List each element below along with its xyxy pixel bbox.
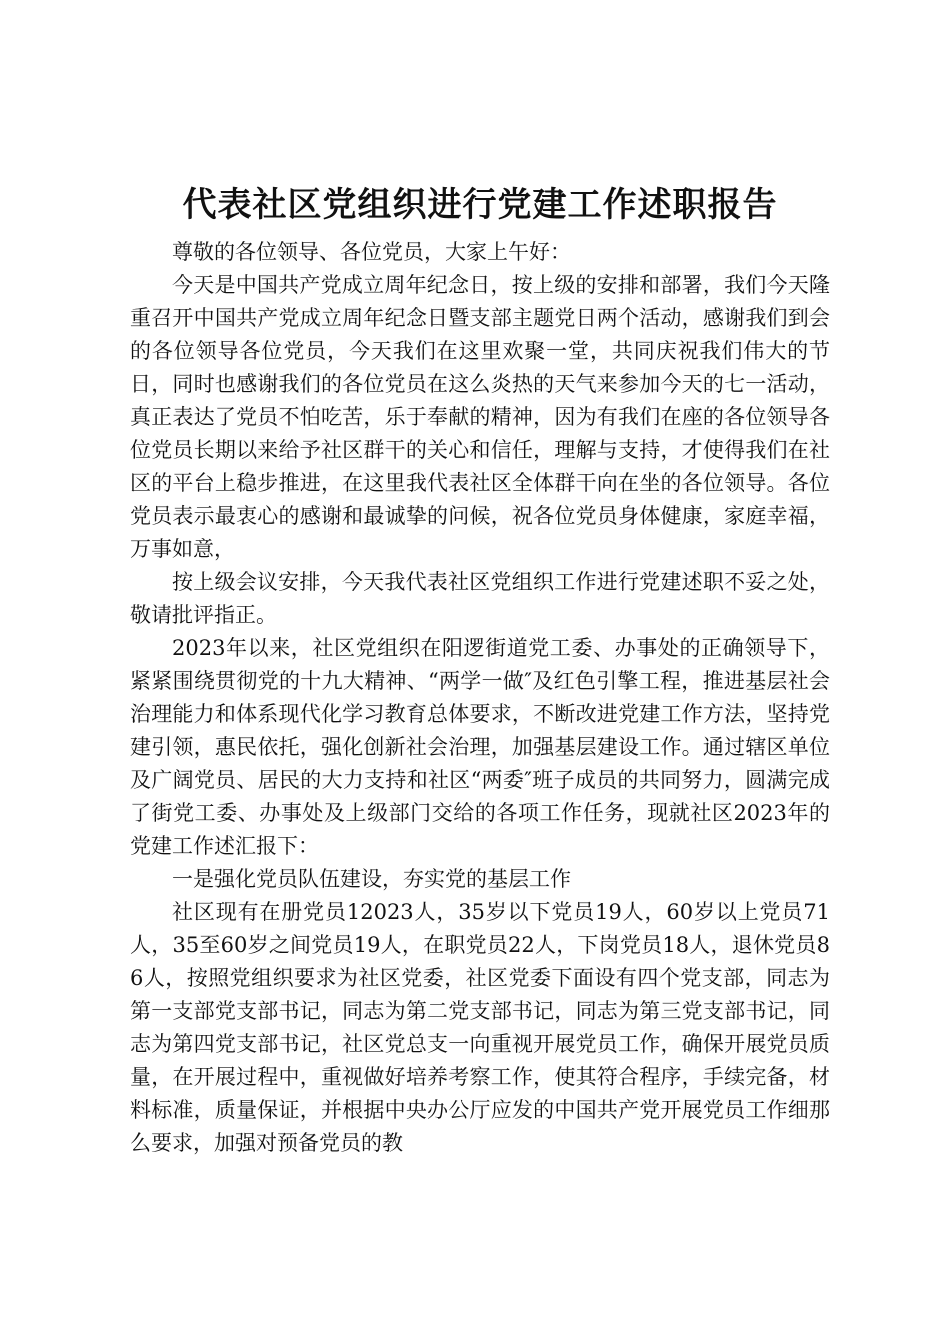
section-heading-1: 一是强化党员队伍建设，夯实党的基层工作: [172, 867, 571, 891]
document-title: 代表社区党组织进行党建工作述职报告: [182, 185, 778, 225]
paragraph-greeting: 尊敬的各位领导、各位党员，大家上午好：: [172, 240, 571, 264]
paragraph-arrangement: 按上级会议安排，今天我代表社区党组织工作进行党建述职不妥之处，敬请批评指正。: [130, 570, 830, 627]
paragraph-overview: 2023年以来，社区党组织在阳逻街道党工委、办事处的正确领导下，紧紧围绕贯彻党的十九大精神、“两学一做″及红色引擎工程，推进基层社会治理能力和体系现代化学习教育总体要求，不断改进党建工作方法，坚持党建引领，惠民依托，强化创新社会治理，加强基层建设工作。通过辖区单位及广阔党员、居民的大力支持和社区“两委″班子成员的共同努力，圆满完成了街党工委、办事处及上级部门交给的各项工作任务，现就社区2023年的党建工作述汇报下：: [130, 636, 830, 858]
document-page: [130, 180, 830, 1160]
paragraph-opening: 今天是中国共产党成立周年纪念日，按上级的安排和部署，我们今天隆重召开中国共产党成立周年纪念日暨支部主题党日两个活动，感谢我们到会的各位领导各位党员，今天我们在这里欢聚一堂，共同庆祝我们伟大的节日，同时也感谢我们的各位党员在这么炎热的天气来参加今天的七一活动，真正表达了党员不怕吃苦，乐于奉献的精神，因为有我们在座的各位领导各位党员长期以来给予社区群干的关心和信任，理解与支持，才使得我们在社区的平台上稳步推进，在这里我代表社区全体群干向在坐的各位领导。各位党员表示最衷心的感谢和最诚挚的问候，祝各位党员身体健康，家庭幸福，万事如意，: [130, 273, 830, 561]
paragraph-members: 社区现有在册党员12023人，35岁以下党员19人，60岁以上党员71人，35至60岁之间党员19人，在职党员22人，下岗党员18人，退休党员86人，按照党组织要求为社区党委，社区党委下面设有四个党支部，同志为第一支部党支部书记，同志为第二党支部书记，同志为第三党支部书记，同志为第四党支部书记，社区党总支一向重视开展党员工作，确保开展党员质量，在开展过程中，重视做好培养考察工作，使其符合程序，手续完备，材料标准，质量保证，并根据中央办公厅应发的中国共产党开展党员工作细那么要求，加强对预备党员的教: [130, 900, 830, 1155]
